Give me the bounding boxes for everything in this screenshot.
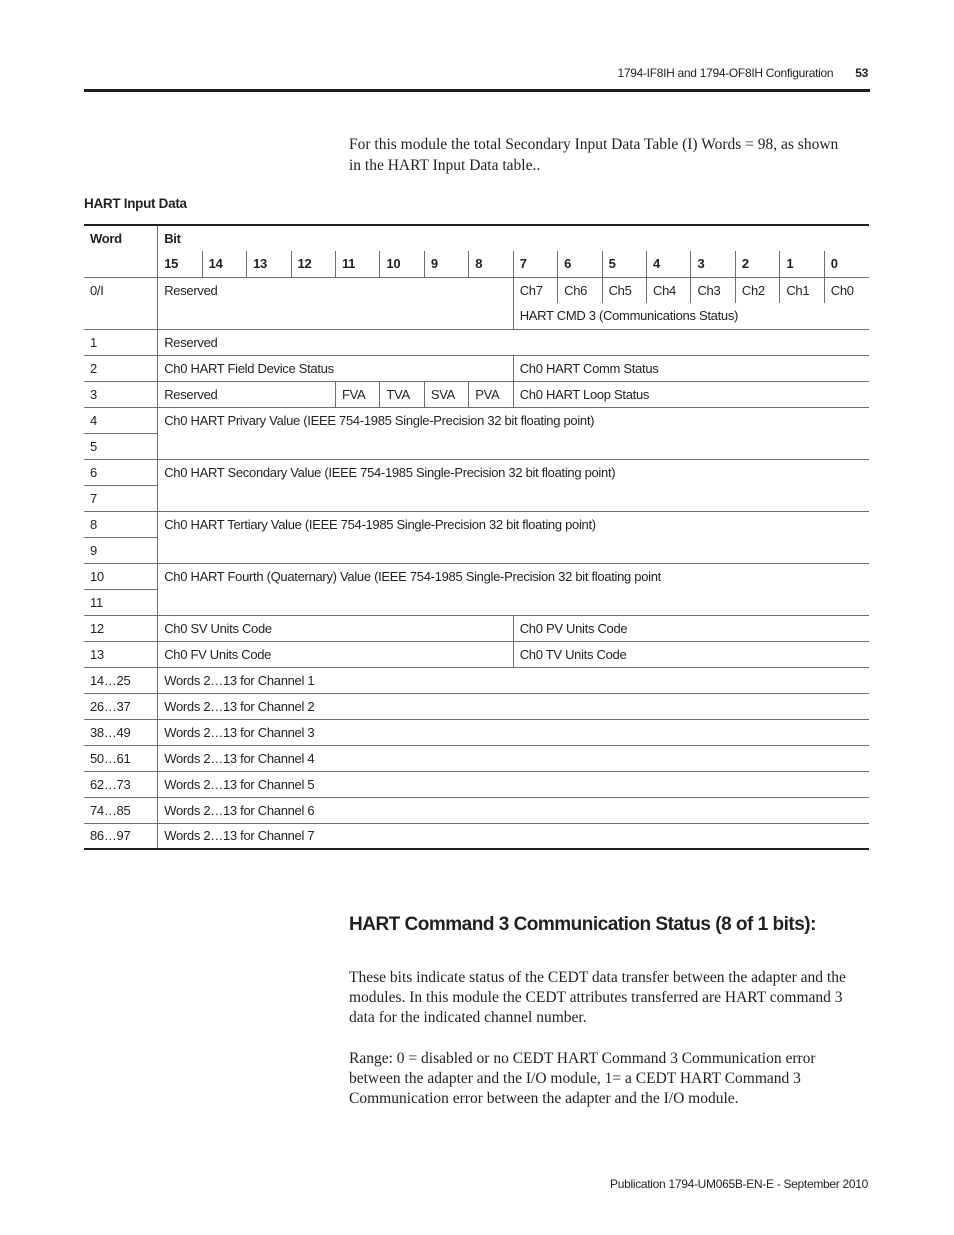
- bit-header: 2: [735, 251, 779, 277]
- data-cell: Ch0 HART Field Device Status: [158, 355, 514, 381]
- word-cell: 50…61: [84, 745, 158, 771]
- bit-header: 6: [558, 251, 602, 277]
- channel-bit-cell: Ch1: [780, 277, 824, 303]
- table-row: [84, 537, 869, 563]
- empty-cell: [158, 485, 869, 511]
- channel-bit-cell: Ch4: [647, 277, 691, 303]
- word-cell: 9: [84, 537, 158, 563]
- data-cell: Words 2…13 for Channel 2: [158, 693, 869, 719]
- table-row: [84, 277, 869, 303]
- bit-header: 11: [335, 251, 379, 277]
- table-row: [84, 745, 869, 771]
- bit-header: 3: [691, 251, 735, 277]
- word-cell: 74…85: [84, 797, 158, 823]
- bit-column-header: Bit: [158, 225, 869, 251]
- channel-bit-cell: Ch6: [558, 277, 602, 303]
- body-paragraph: Range: 0 = disabled or no CEDT HART Command 3 Communication error between the adapter and the I/O module, 1= a CEDT HART Command 3 Communication error between the adapter and the I/O module.: [349, 1050, 816, 1107]
- data-cell: Ch0 SV Units Code: [158, 615, 514, 641]
- empty-cell: [158, 303, 514, 329]
- table-row: [84, 667, 869, 693]
- table-row: [84, 303, 869, 329]
- data-cell: SVA: [424, 381, 468, 407]
- bit-header: 4: [647, 251, 691, 277]
- data-cell: Words 2…13 for Channel 4: [158, 745, 869, 771]
- word-cell: 7: [84, 485, 158, 511]
- data-cell: Reserved: [158, 329, 869, 355]
- table-row: [84, 641, 869, 667]
- table-row: [84, 433, 869, 459]
- bit-header: 13: [247, 251, 291, 277]
- bit-header: 15: [158, 251, 202, 277]
- data-cell: Words 2…13 for Channel 7: [158, 823, 869, 849]
- empty-cell: [158, 537, 869, 563]
- table-row: [84, 693, 869, 719]
- data-cell: Words 2…13 for Channel 1: [158, 667, 869, 693]
- word-cell: 8: [84, 511, 158, 537]
- data-cell: Ch0 PV Units Code: [513, 615, 869, 641]
- data-cell: Ch0 FV Units Code: [158, 641, 514, 667]
- channel-bit-cell: Ch0: [824, 277, 869, 303]
- section-heading: HART Command 3 Communication Status (8 of 1 bits):: [349, 914, 816, 935]
- word-cell: 3: [84, 381, 158, 407]
- data-cell: TVA: [380, 381, 424, 407]
- table-row: [84, 563, 869, 589]
- publication-footer: Publication 1794-UM065B-EN-E - September 2010: [610, 1177, 868, 1191]
- word-cell: 86…97: [84, 823, 158, 849]
- word-cell: 13: [84, 641, 158, 667]
- table-row: [84, 329, 869, 355]
- word-cell: 6: [84, 459, 158, 485]
- channel-bit-cell: Ch3: [691, 277, 735, 303]
- bit-header: 1: [780, 251, 824, 277]
- data-cell: Reserved: [158, 381, 336, 407]
- bit-header: 5: [602, 251, 646, 277]
- table-row: [84, 511, 869, 537]
- data-cell: Ch0 HART Secondary Value (IEEE 754-1985 Single-Precision 32 bit floating point): [158, 459, 869, 485]
- bit-header: 9: [424, 251, 468, 277]
- bit-header: 12: [291, 251, 335, 277]
- bit-header: 0: [824, 251, 869, 277]
- table-row: [84, 407, 869, 433]
- data-cell: Ch0 HART Fourth (Quaternary) Value (IEEE 754-1985 Single-Precision 32 bit floating point: [158, 563, 869, 589]
- table-row: [84, 459, 869, 485]
- channel-bit-cell: Ch2: [735, 277, 779, 303]
- bit-number-row: [84, 251, 869, 277]
- data-cell: Words 2…13 for Channel 3: [158, 719, 869, 745]
- word-column-header: Word: [84, 225, 158, 251]
- word-cell: 11: [84, 589, 158, 615]
- header-rule: [84, 89, 870, 92]
- word-cell: 12: [84, 615, 158, 641]
- header-title: 1794-IF8IH and 1794-OF8IH Configuration: [617, 66, 834, 80]
- data-cell: Words 2…13 for Channel 5: [158, 771, 869, 797]
- bit-header: 7: [513, 251, 557, 277]
- channel-bit-cell: Ch7: [513, 277, 557, 303]
- data-cell: HART CMD 3 (Communications Status): [513, 303, 869, 329]
- table-row: [84, 485, 869, 511]
- empty-cell: [158, 433, 869, 459]
- data-cell: PVA: [469, 381, 513, 407]
- table-row: [84, 615, 869, 641]
- word-cell: 14…25: [84, 667, 158, 693]
- word-cell: 62…73: [84, 771, 158, 797]
- table-row: [84, 355, 869, 381]
- table-row: [84, 381, 869, 407]
- data-cell: Ch0 HART Comm Status: [513, 355, 869, 381]
- intro-paragraph: For this module the total Secondary Input Data Table (I) Words = 98, as shown in the HART Input Data table..: [349, 136, 839, 174]
- empty-cell: [158, 589, 869, 615]
- page-number: 53: [855, 66, 868, 80]
- data-cell: Ch0 HART Privary Value (IEEE 754-1985 Single-Precision 32 bit floating point): [158, 407, 869, 433]
- data-cell: Ch0 HART Loop Status: [513, 381, 869, 407]
- bit-header: 10: [380, 251, 424, 277]
- bit-header: 8: [469, 251, 513, 277]
- table-row: [84, 771, 869, 797]
- table-row: [84, 589, 869, 615]
- data-cell: Ch0 TV Units Code: [513, 641, 869, 667]
- data-cell: Words 2…13 for Channel 6: [158, 797, 869, 823]
- table-caption: HART Input Data: [84, 196, 187, 211]
- body-paragraph: These bits indicate status of the CEDT data transfer between the adapter and the modules. In this module the CEDT attributes transferred are HART command 3 data for the indicated channel number.: [349, 969, 846, 1026]
- empty-cell: [84, 251, 158, 277]
- table-row: [84, 797, 869, 823]
- word-cell: 0/I: [90, 282, 104, 298]
- word-cell: 4: [84, 407, 158, 433]
- data-cell: Ch0 HART Tertiary Value (IEEE 754-1985 Single-Precision 32 bit floating point): [158, 511, 869, 537]
- word-cell: 1: [84, 329, 158, 355]
- table-row: [84, 823, 869, 849]
- word-cell: 38…49: [84, 719, 158, 745]
- data-cell: FVA: [335, 381, 379, 407]
- table-header-row: [84, 225, 869, 251]
- word-cell: 2: [84, 355, 158, 381]
- hart-input-data-table: [84, 224, 869, 850]
- empty-cell: [84, 303, 158, 329]
- running-header: [617, 66, 868, 80]
- bit-header: 14: [202, 251, 246, 277]
- channel-bit-cell: Ch5: [602, 277, 646, 303]
- table-row: [84, 719, 869, 745]
- word-cell: 5: [84, 433, 158, 459]
- data-cell: Reserved: [158, 277, 514, 303]
- word-cell: 10: [84, 563, 158, 589]
- word-cell: 26…37: [84, 693, 158, 719]
